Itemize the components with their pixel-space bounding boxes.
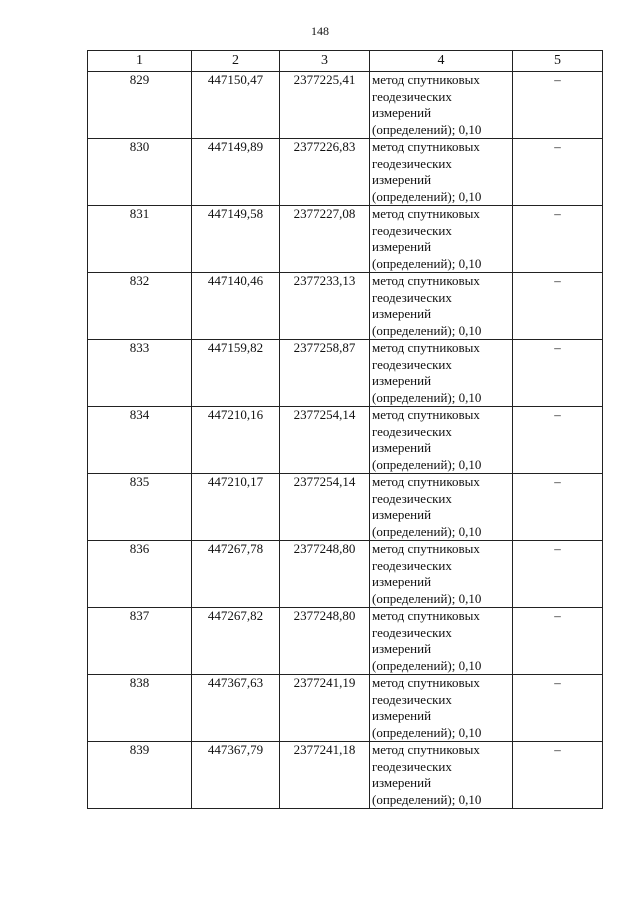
- table-body: [88, 72, 603, 809]
- header-col-3: 3: [280, 51, 370, 72]
- point-number: 835: [88, 474, 192, 541]
- coordinate-y: 2377233,13: [280, 273, 370, 340]
- column-5-value: –: [513, 273, 603, 340]
- coordinate-x: 447210,16: [192, 407, 280, 474]
- table-row: [88, 340, 603, 407]
- table-row: [88, 608, 603, 675]
- coordinate-y: 2377227,08: [280, 206, 370, 273]
- point-number: 831: [88, 206, 192, 273]
- table-row: [88, 72, 603, 139]
- header-col-5: 5: [513, 51, 603, 72]
- point-number: 836: [88, 541, 192, 608]
- table-row: [88, 206, 603, 273]
- coordinates-table: [87, 50, 603, 809]
- method-description: метод спутниковых геодезических измерений (определений); 0,10: [370, 541, 513, 608]
- point-number: 829: [88, 72, 192, 139]
- method-description: метод спутниковых геодезических измерений (определений); 0,10: [370, 407, 513, 474]
- method-description: метод спутниковых геодезических измерений (определений); 0,10: [370, 139, 513, 206]
- coordinate-y: 2377248,80: [280, 608, 370, 675]
- coordinate-y: 2377241,19: [280, 675, 370, 742]
- coordinate-x: 447159,82: [192, 340, 280, 407]
- table-row: [88, 139, 603, 206]
- point-number: 833: [88, 340, 192, 407]
- column-5-value: –: [513, 742, 603, 809]
- coordinate-x: 447367,63: [192, 675, 280, 742]
- coordinate-x: 447149,58: [192, 206, 280, 273]
- point-number: 832: [88, 273, 192, 340]
- header-row: [88, 51, 603, 72]
- method-description: метод спутниковых геодезических измерений (определений); 0,10: [370, 474, 513, 541]
- coordinate-y: 2377248,80: [280, 541, 370, 608]
- page-number: 148: [311, 24, 329, 38]
- point-number: 839: [88, 742, 192, 809]
- table-header: [88, 51, 603, 72]
- column-5-value: –: [513, 72, 603, 139]
- table-row: [88, 675, 603, 742]
- column-5-value: –: [513, 139, 603, 206]
- column-5-value: –: [513, 474, 603, 541]
- method-description: метод спутниковых геодезических измерений (определений); 0,10: [370, 340, 513, 407]
- header-col-2: 2: [192, 51, 280, 72]
- header-col-4: 4: [370, 51, 513, 72]
- table-row: [88, 407, 603, 474]
- point-number: 834: [88, 407, 192, 474]
- method-description: метод спутниковых геодезических измерений (определений); 0,10: [370, 675, 513, 742]
- method-description: метод спутниковых геодезических измерений (определений); 0,10: [370, 206, 513, 273]
- header-col-1: 1: [88, 51, 192, 72]
- coordinate-y: 2377254,14: [280, 474, 370, 541]
- coordinate-x: 447149,89: [192, 139, 280, 206]
- table-row: [88, 742, 603, 809]
- column-5-value: –: [513, 675, 603, 742]
- coordinate-y: 2377226,83: [280, 139, 370, 206]
- coordinate-y: 2377254,14: [280, 407, 370, 474]
- coordinate-x: 447267,78: [192, 541, 280, 608]
- method-description: метод спутниковых геодезических измерений (определений); 0,10: [370, 72, 513, 139]
- method-description: метод спутниковых геодезических измерений (определений); 0,10: [370, 608, 513, 675]
- coordinate-x: 447140,46: [192, 273, 280, 340]
- coordinate-x: 447267,82: [192, 608, 280, 675]
- point-number: 830: [88, 139, 192, 206]
- coordinate-x: 447210,17: [192, 474, 280, 541]
- column-5-value: –: [513, 340, 603, 407]
- column-5-value: –: [513, 206, 603, 273]
- point-number: 837: [88, 608, 192, 675]
- column-5-value: –: [513, 407, 603, 474]
- table-row: [88, 273, 603, 340]
- method-description: метод спутниковых геодезических измерений (определений); 0,10: [370, 742, 513, 809]
- method-description: метод спутниковых геодезических измерений (определений); 0,10: [370, 273, 513, 340]
- column-5-value: –: [513, 541, 603, 608]
- coordinate-y: 2377258,87: [280, 340, 370, 407]
- coordinate-x: 447150,47: [192, 72, 280, 139]
- column-5-value: –: [513, 608, 603, 675]
- table-row: [88, 541, 603, 608]
- coordinate-x: 447367,79: [192, 742, 280, 809]
- point-number: 838: [88, 675, 192, 742]
- table-row: [88, 474, 603, 541]
- coordinate-y: 2377241,18: [280, 742, 370, 809]
- coordinate-y: 2377225,41: [280, 72, 370, 139]
